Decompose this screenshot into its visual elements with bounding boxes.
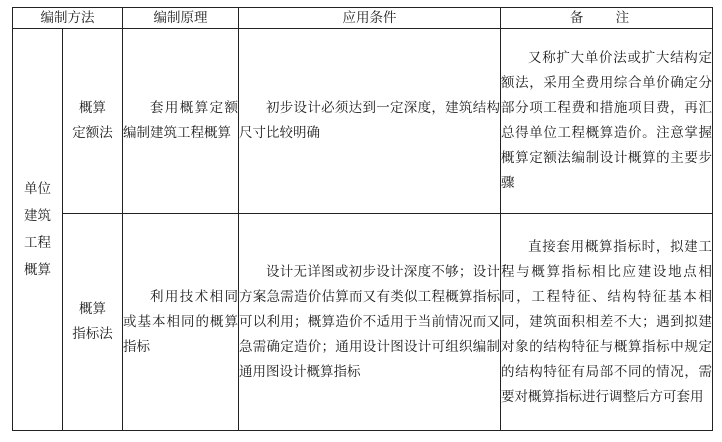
header-remark: 备 注 <box>501 8 713 29</box>
category-cell <box>13 29 63 431</box>
remark-cell <box>501 214 713 431</box>
method-cell <box>63 29 123 214</box>
method-line: 定额法 <box>72 125 113 141</box>
condition-cell <box>239 214 501 431</box>
remark-cell <box>501 29 713 214</box>
header-condition: 应用条件 <box>239 8 501 29</box>
condition-cell <box>239 29 501 214</box>
principle-text: 利用技术相同或基本相同的概算指标 <box>123 288 238 355</box>
condition-text: 初步设计必须达到一定深度，建筑结构尺寸比较明确 <box>239 100 500 141</box>
principle-cell <box>123 214 239 431</box>
principle-text: 套用概算定额编制建筑工程概算 <box>123 100 238 141</box>
condition-text: 设计无详图或初步设计深度不够；设计方案急需造价估算而又有类似工程概算指标可以利用；概算造价不适用于当前情况而又急需确定造价；通用设计图设计可组织编制通用图设计概算指标 <box>239 263 500 380</box>
category-line: 概算 <box>24 261 51 278</box>
category-line: 建筑 <box>24 207 51 224</box>
category-line: 单位 <box>24 180 51 197</box>
remark-text: 直接套用概算指标时，拟建工程与概算指标相比应建设地点相同，工程特征、结构特征基本相同，建筑面积相差不大；遇到拟建对象的结构特征与概算指标中规定的结构特征有局部不同的情况，需要对概算指标进行调整后方可套用 <box>501 238 712 405</box>
estimate-method-table <box>12 7 713 431</box>
remark-text: 又称扩大单价法或扩大结构定额法，采用全费用综合单价确定分部分项工程费和措施项目费，再汇总得单位工程概算造价。注意掌握概算定额法编制设计概算的主要步骤 <box>501 50 712 191</box>
table-row <box>13 214 713 431</box>
method-cell <box>63 214 123 431</box>
method-line: 指标法 <box>72 326 113 342</box>
method-line: 概算 <box>79 301 106 317</box>
principle-cell <box>123 29 239 214</box>
header-method: 编制方法 <box>13 8 123 29</box>
category-line: 工程 <box>24 234 51 251</box>
table-row <box>13 29 713 214</box>
method-line: 概算 <box>79 100 106 116</box>
header-row <box>13 8 713 29</box>
header-principle: 编制原理 <box>123 8 239 29</box>
